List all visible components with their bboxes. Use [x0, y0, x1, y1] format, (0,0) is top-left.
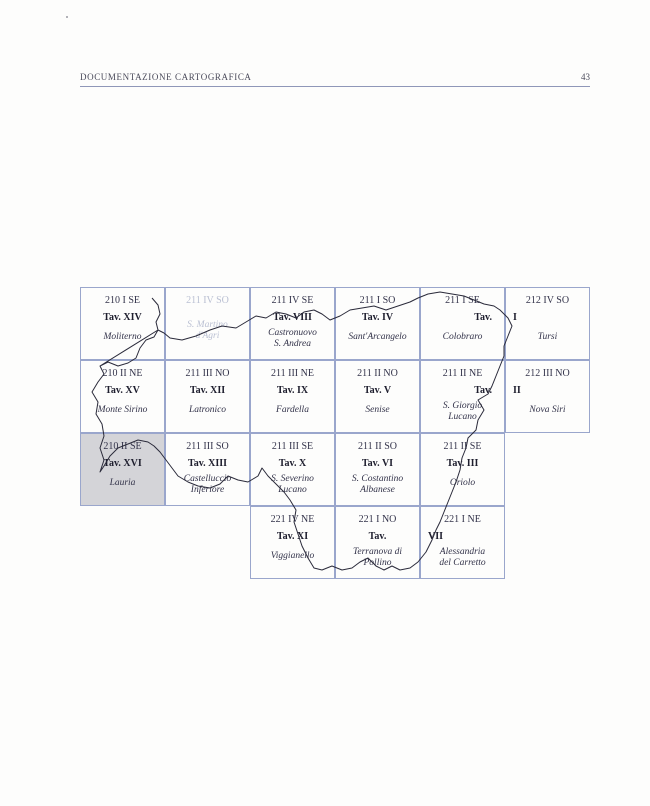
tav-i-label: I — [513, 312, 517, 323]
tile-code: 210 II NE — [102, 368, 143, 379]
tile-tav: Tav. — [474, 312, 492, 323]
tile-212-iii-no — [505, 360, 590, 433]
tile-211-iii-so — [165, 433, 250, 506]
tile-code: 211 III NE — [271, 368, 314, 379]
tile-code: 211 I SO — [359, 295, 396, 306]
tile-code: 211 IV SO — [186, 295, 229, 306]
tile-211-iv-so — [165, 287, 250, 360]
tile-code: 221 IV NE — [270, 514, 315, 525]
tile-tav: Tav. XIII — [187, 458, 228, 469]
tile-code: 211 II SE — [443, 441, 482, 452]
tile-code: 211 II NE — [442, 368, 483, 379]
tile-code: 221 I NE — [444, 514, 481, 525]
tile-code: 211 IV SE — [271, 295, 314, 306]
tile-210-ii-ne — [80, 360, 165, 433]
tile-code: 211 III SO — [186, 441, 229, 452]
tile-place: Fardella — [276, 405, 309, 415]
tile-place: Terranova di Pollino — [352, 547, 402, 568]
tile-tav: Tav. VI — [361, 458, 394, 469]
tile-tav: Tav. IV — [361, 312, 394, 323]
tile-211-i-so — [335, 287, 420, 360]
tile-221-i-ne — [420, 506, 505, 579]
tile-place: Monte Sirino — [97, 405, 148, 415]
tile-211-ii-se — [420, 433, 505, 506]
tile-code: 211 I SE — [445, 295, 480, 306]
tile-tav: Tav. XI — [276, 531, 309, 542]
tile-211-iii-no — [165, 360, 250, 433]
tile-tav: Tav. — [474, 385, 492, 396]
tile-211-ii-ne — [420, 360, 505, 433]
tile-210-ii-se — [80, 433, 165, 506]
tile-place: Moliterno — [103, 332, 142, 342]
tile-place: S. Severino Lucano — [271, 474, 314, 495]
tile-place: Latronico — [188, 405, 227, 415]
tile-211-i-se — [420, 287, 505, 360]
tile-221-i-no — [335, 506, 420, 579]
tile-code: 221 I NO — [358, 514, 397, 525]
tile-place: S. Costantino Albanese — [351, 474, 404, 495]
tile-tav: Tav. XII — [189, 385, 226, 396]
tile-code: 212 III NO — [525, 368, 570, 379]
tile-place: Alessandria del Carretto — [439, 547, 486, 568]
tav-ii-label: II — [513, 385, 521, 396]
tile-tav: Tav. XV — [105, 385, 140, 396]
tile-place: Castronuovo S. Andrea — [268, 328, 317, 349]
tile-tav: Tav. X — [278, 458, 307, 469]
tav-vii-label: VII — [428, 531, 444, 542]
tile-210-i-se — [80, 287, 165, 360]
tile-code: 210 I SE — [105, 295, 140, 306]
tile-code: 211 III NO — [185, 368, 230, 379]
tile-place: Senise — [365, 405, 390, 415]
header-title: DOCUMENTAZIONE CARTOGRAFICA — [80, 72, 252, 82]
tile-tav: Tav. IX — [276, 385, 309, 396]
tile-code: 210 II SE — [103, 441, 142, 452]
tile-211-iii-se — [250, 433, 335, 506]
tile-place: S. Martino d'Agri — [187, 320, 228, 341]
tile-tav: Tav. III — [446, 458, 479, 469]
tile-tav: Tav. V — [363, 385, 392, 396]
tile-place: Colobraro — [442, 332, 483, 342]
tile-place: Castelluccio Inferiore — [183, 474, 232, 495]
tile-code: 211 II NO — [357, 368, 398, 379]
dashed-sheet-divider — [505, 287, 506, 433]
tile-tav: Tav. XVI — [103, 458, 142, 469]
tile-place: Tursi — [537, 332, 558, 342]
tile-tav: Tav. — [368, 531, 387, 542]
tile-place: Sant'Arcangelo — [348, 332, 407, 342]
tile-211-ii-no — [335, 360, 420, 433]
tile-211-ii-so — [335, 433, 420, 506]
tile-place: Nova Siri — [529, 405, 566, 415]
tile-211-iii-ne — [250, 360, 335, 433]
tile-tav: Tav. XIV — [103, 312, 142, 323]
dashed-sheet-divider — [420, 506, 421, 579]
tile-code: 211 III SE — [271, 441, 314, 452]
tile-place: Oriolo — [449, 478, 476, 488]
tile-211-iv-se — [250, 287, 335, 360]
tile-221-iv-ne — [250, 506, 335, 579]
tile-place: Lauria — [109, 478, 136, 488]
tile-code: 212 IV SO — [525, 295, 570, 306]
tile-code: 211 II SO — [357, 441, 398, 452]
tile-tav: Tav. VIII — [273, 312, 312, 323]
tile-212-iv-so — [505, 287, 590, 360]
tile-place: Viggianello — [270, 551, 315, 561]
tile-place: S. Giorgio Lucano — [442, 401, 483, 422]
page-number: 43 — [581, 72, 590, 82]
